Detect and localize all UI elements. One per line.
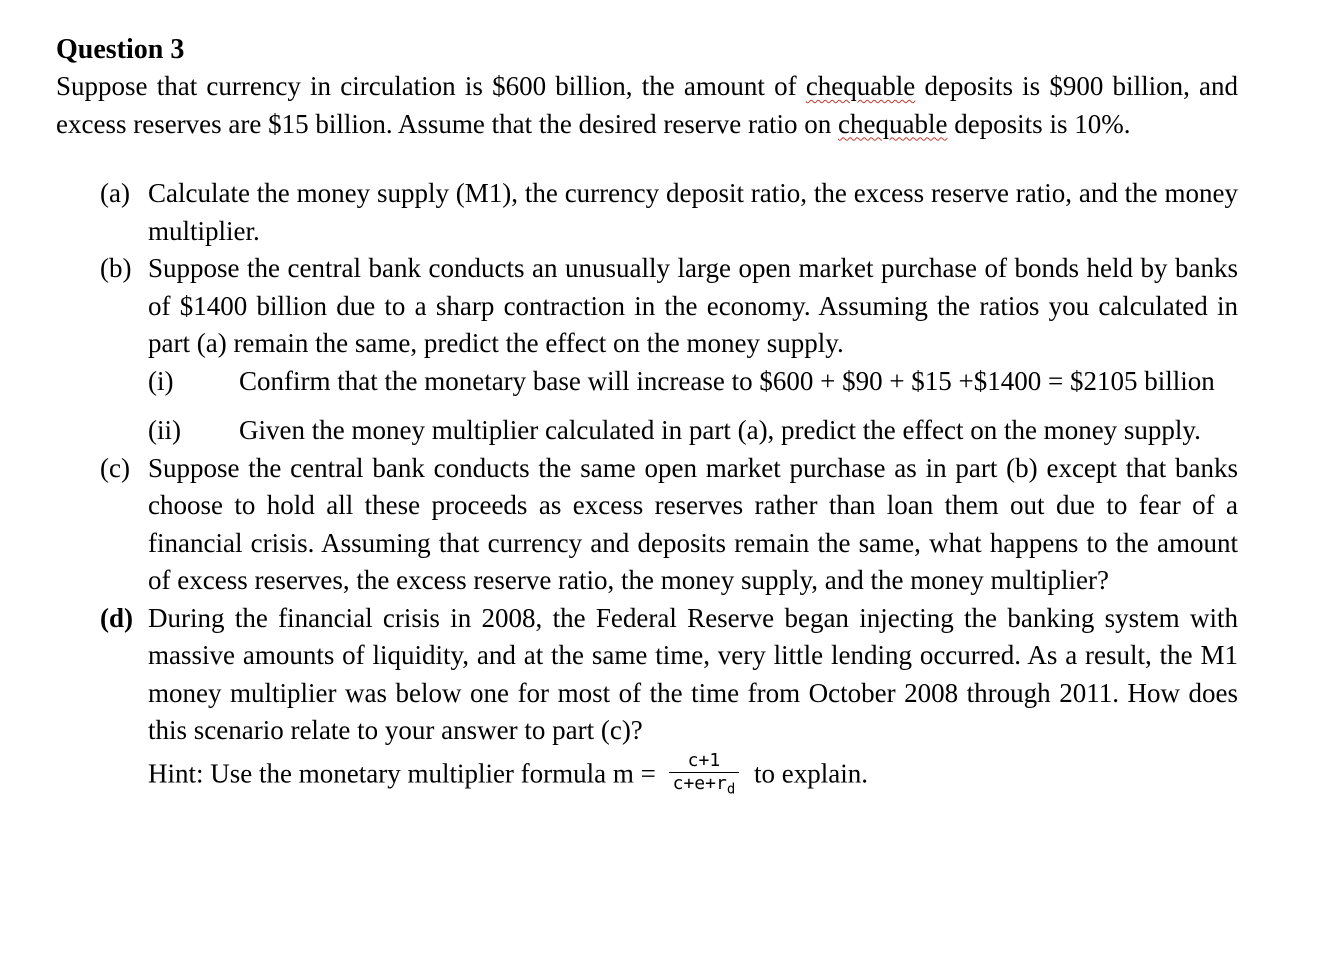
intro-text-1: Suppose that currency in circulation is $600 billion, the amount of — [56, 71, 806, 101]
part-b-sub-i-text: Confirm that the monetary base will increase to $600 + $90 + $15 +$1400 = $2105 billion — [239, 365, 1215, 396]
question-title: Question 3 — [56, 34, 185, 65]
part-c-text: Suppose the central bank conducts the same open market purchase as in part (b) except that banks choose to hold all these proceeds as excess reserves rather than loan them out due to fear of a financial crisis. Assuming that currency and deposits remain the same, what happens to the amount of excess reserves, the excess reserve ratio, the money supply, and the money multiplier? — [148, 452, 1238, 595]
part-b-sub-i-label: (i) — [148, 365, 174, 396]
question-parts-list — [56, 175, 1238, 799]
part-a-text: Calculate the money supply (M1), the currency deposit ratio, the excess reserve ratio, and the money multiplier. — [148, 178, 1238, 246]
hint-suffix: to explain. — [747, 758, 868, 789]
part-d — [56, 600, 1238, 799]
formula-denominator-main: c+e+r — [672, 772, 727, 794]
part-b-sub-ii — [56, 412, 1238, 450]
part-d-text: During the financial crisis in 2008, the Federal Reserve began injecting the banking system with massive amounts of liquidity, and at the same time, very little lending occurred. As a result, the M1 money multiplier was below one for most of the time from October 2008 through 2011. How does this scenario relate to your answer to part (c)? — [148, 602, 1238, 745]
part-a-label: (a) — [100, 178, 130, 208]
question-intro — [56, 68, 1238, 143]
multiplier-formula — [669, 749, 740, 798]
part-b-sub-i — [56, 363, 1238, 401]
formula-denominator — [669, 772, 740, 798]
part-b-text: Suppose the central bank conducts an unusually large open market purchase of bonds held by banks of $1400 billion due to a sharp contraction in the economy. Assuming the ratios you calculated in part (a) remain the same, predict the effect on the money supply. — [148, 253, 1238, 358]
part-b-label: (b) — [100, 253, 132, 283]
part-b — [56, 250, 1238, 450]
question-document — [56, 32, 1238, 799]
intro-text-3: deposits is 10%. — [947, 108, 1131, 139]
spellcheck-word-2[interactable]: chequable — [838, 108, 948, 139]
part-c — [56, 450, 1238, 600]
formula-denominator-subscript: d — [726, 781, 736, 798]
part-d-hint — [148, 749, 1238, 799]
spellcheck-word-1[interactable]: chequable — [805, 71, 916, 101]
formula-numerator: c+1 — [669, 750, 740, 773]
hint-prefix: Hint: Use the monetary multiplier formula m = — [148, 758, 663, 789]
part-a — [56, 175, 1238, 250]
part-b-sub-ii-label: (ii) — [148, 415, 181, 445]
intro-text-2: deposits is $900 billion, and excess reserves are $15 billion. Assume that the desired reserve ratio on — [56, 71, 1239, 139]
part-b-sub-ii-text: Given the money multiplier calculated in part (a), predict the effect on the money supply. — [239, 415, 1201, 445]
part-c-label: (c) — [100, 452, 130, 483]
part-d-label: (d) — [100, 602, 133, 633]
